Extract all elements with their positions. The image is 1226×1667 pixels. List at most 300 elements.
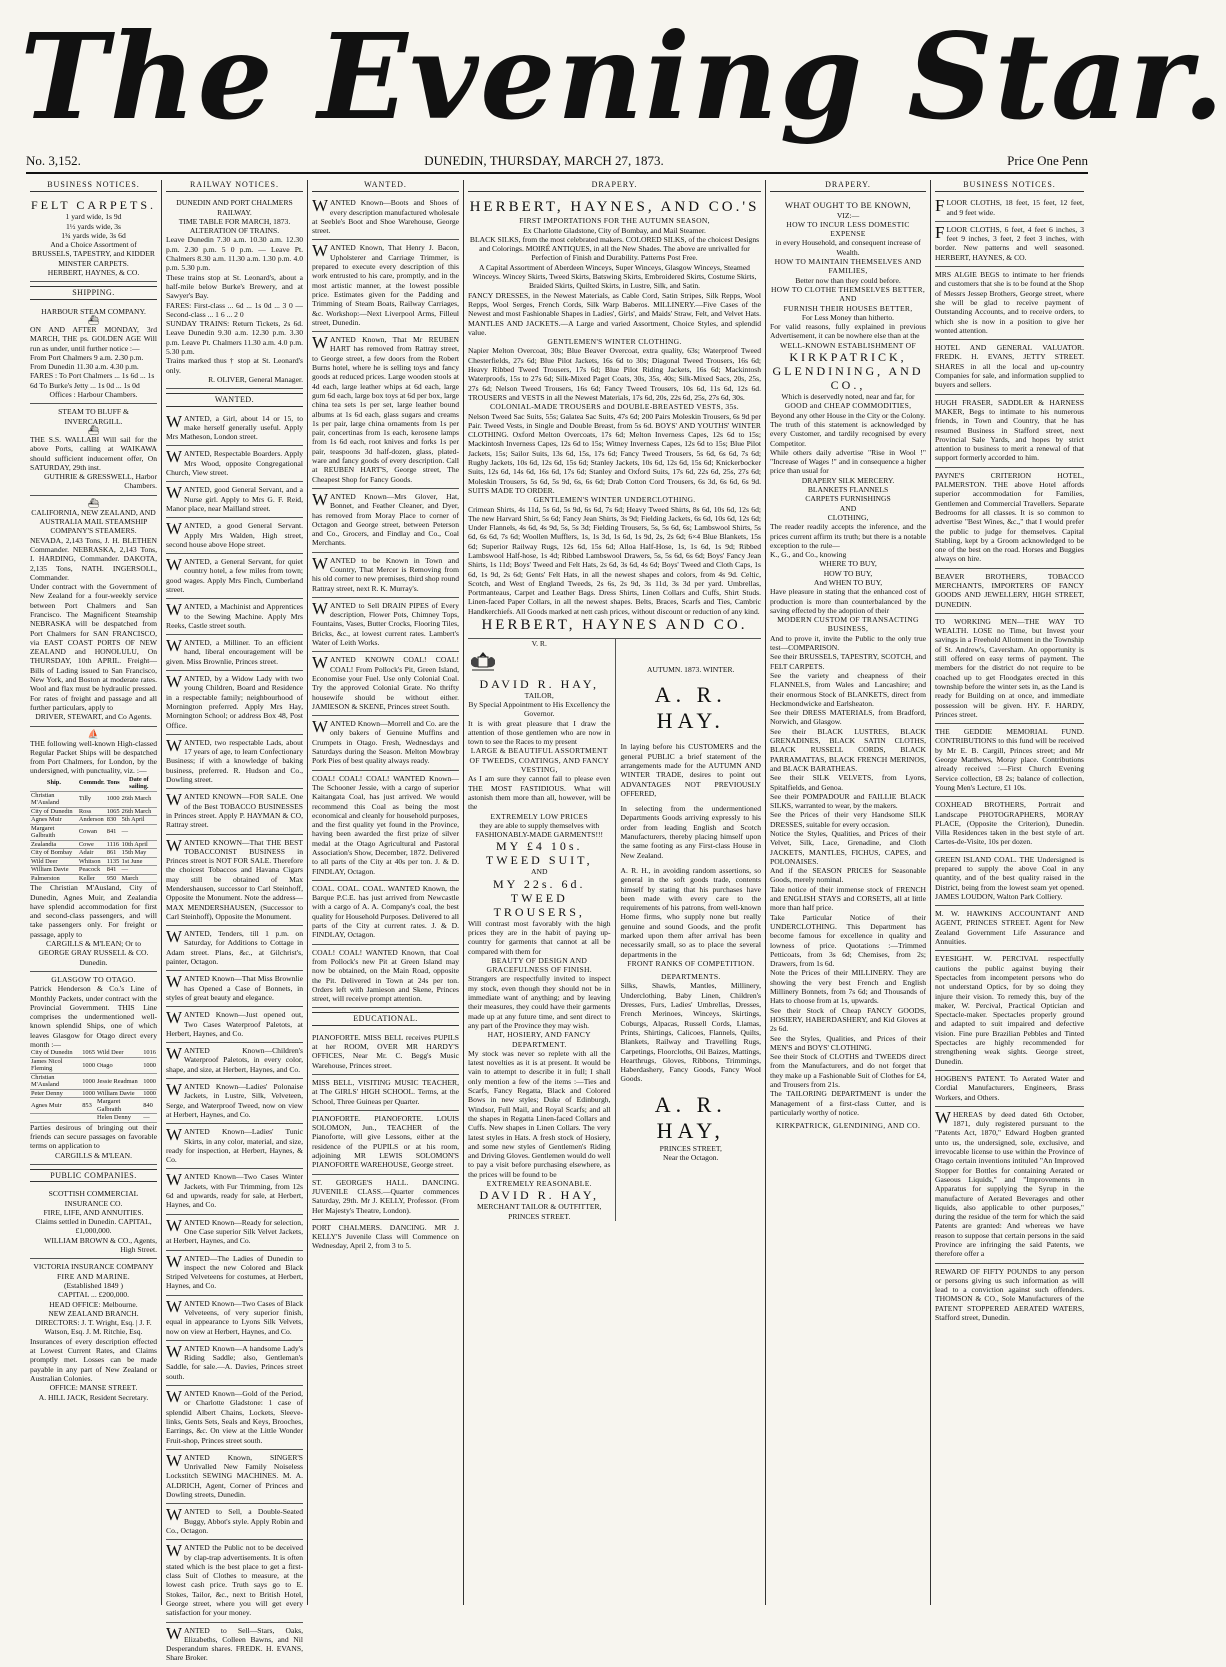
ad-line: Trains marked thus † stop at St. Leonard's only. <box>166 356 303 375</box>
ad-subheading: COLONIAL-MADE TROUSERS and DOUBLE-BREASTED VESTS, 35s. <box>489 402 739 412</box>
ad-body: A. R. H., in avoiding random assertions, so general in the soft goods trade, contents himself by stating that his purchases have been made with every care to the requirements of his patrons, from well-known Home firms, who supply none but really genuine and sound Goods, and the profit marked upon them after arrival has been necessarily small, so as to place the several departments in the <box>620 865 761 959</box>
cell: Wild Deer <box>30 857 78 866</box>
ad-wanted: WANTED, Tenders, till 1 p.m. on Saturday, for Additions to Cottage in Adam street. Plans, &c., at Gilchrist's, painter, Octagon. <box>166 926 303 971</box>
ad-line: Napier Melton Overcoat, 30s; Blue Beaver Overcoat, extra quality, 63s; Waterproof Tweed Chesterfields, 27s 6d; Blue Pilot Jackets, 16s 6d to 30s; Diagonal Tweed Trousers, 16s 6d; Heavy Ribbed Tweed Trousers, 17s 6d; Blue Pilot Riding Jackets, 16s 6d; Mackintosh Waterproofs, 15s to 27s 6d; Silk-Mixed Paget Coats, 30s, 35s, 40s; Silk-Mixed Sacs, 20s, 25s, 27s 6d; Nelson Tweed Trousers, 16s 6d; Fancy Tweed Trousers, 10s 6d, 11s 6d, 12s 6d. TROUSERS and VESTS in all the Newest Materials, 17s 6d, 20s, 22s 6d, 25s, 27s 6d, 30s. <box>468 346 761 402</box>
ad-signature: KIRKPATRICK, GLENDINING, AND CO. <box>775 1121 921 1131</box>
ad-wanted: WANTED Known, SINGER'S Unrivalled New Family Noiseless Lockstitch SEWING MACHINES. M. A. ALDRICH, Agent, Corner of Princes and Dowling streets, Dunedin. <box>166 1450 303 1504</box>
cell: Adair <box>78 849 106 858</box>
ad-line: (Established 1849 ) <box>63 1280 124 1290</box>
table-header: Date of sailing. <box>121 776 157 792</box>
royal-cipher: V. R. <box>531 639 547 649</box>
ad-line: FARES : To Port Chalmers ... 1s 6d ... 1s 6d To Burke's Jetty ... 1s 0d ... 1s 0d <box>30 371 155 390</box>
ad-steam-bluff <box>30 404 157 495</box>
cell: — <box>121 824 157 840</box>
cell: William Davie <box>96 1089 142 1098</box>
ad-line: HOW TO MAINTAIN THEMSELVES AND FAMILIES, <box>774 257 922 276</box>
ad-item: See their DRESS MATERIALS, from Bradford, Norwich, and Glasgow. <box>770 708 926 727</box>
ad-title: SCOTTISH COMMERCIAL INSURANCE CO. <box>48 1189 139 1208</box>
ad-item: And if the SEASON PRICES for Seasonable Goods, merely nominal. <box>770 866 926 885</box>
ad-body: The Christian M'Ausland, City of Dunedin, Agnes Muir, and Zealandia have splendid accommodation for first and second-class passengers, and will take passengers only. For freight or passage, apply to <box>30 883 157 939</box>
cell: 841 <box>106 824 121 840</box>
cell: — <box>121 866 157 875</box>
ad-wanted: WANTED the Public not to be deceived by clap-trap advertisements. It is often stated which is the best place to get a first-class Suit of Clothes to measure, at the lowest cash price. Truth says go to E. Stokes, Tailor, &c., next to British Hotel, George street, where you will get every satisfaction for your money. <box>166 1540 303 1622</box>
cell: Tilly <box>78 791 106 807</box>
ad-notice: FLOOR CLOTHS, 6 feet, 4 feet 6 inches, 3 feet 9 inches, 3 feet, 2 feet 3 inches, with border. New patterns and well seasoned. HERBERT, HAYNES, & CO. <box>935 222 1084 267</box>
cell: Palmerston <box>30 874 78 883</box>
hay-ads-row <box>468 639 761 1221</box>
ad-signature: GUTHRIE & GRESSWELL, Harbor Chambers. <box>43 472 157 491</box>
ad-notice: GREEN ISLAND COAL. THE Undersigned is prepared to supply the above Coal in any quantity, and of the best quality raised in the District, being from the lowest seam yet opened. JAMES LOUDON, Walton Park Colliery. <box>935 852 1084 906</box>
ad-line: HOW TO BUY, <box>823 568 873 578</box>
ad-body: The reader readily accepts the inference, and the prices current affirm its truth; but there is a notable exception to the rule— <box>770 522 926 550</box>
cell: Cowe <box>78 840 106 849</box>
ad-line: Near the Octagon. <box>663 1153 719 1163</box>
ad-wanted: WANTED Known—Two Cases of Black Velveteens, of very superior finish, equal in appearance to Lyons Silk Velvets, now on view at Herbert, Haynes, and Co. <box>166 1296 303 1341</box>
ad-wanted: WANTED KNOWN—FOR SALE. One of the Best TOBACCO BUSINESSES in Princes street. Apply P. HAYMAN & CO, Rattray street. <box>166 789 303 834</box>
ad-notice: FLOOR CLOTHS, 18 feet, 15 feet, 12 feet, and 9 feet wide. <box>935 195 1084 222</box>
ad-body: ON AND AFTER MONDAY, 3rd MARCH, THE ps. GOLDEN AGE Will run as under, until further notice :— <box>30 324 157 353</box>
ad-notice: HOGBEN'S PATENT. To Aerated Water and Cordial Manufacturers, Engineers, Brass Workers, and Others. <box>935 1071 1084 1107</box>
cell: James Nicol Fleming <box>30 1057 81 1073</box>
table-row <box>30 807 157 816</box>
column-drapery-hh <box>464 180 766 1605</box>
ad-firm-name: KIRKPATRICK, GLENDINING, AND CO., <box>772 350 924 393</box>
ad-notice: BEAVER BROTHERS, TOBACCO MERCHANTS, IMPORTERS OF FANCY GOODS AND JEWELLERY, HIGH STREET, DUNEDIN. <box>935 569 1084 614</box>
ad-line: Better now than they could before. <box>795 275 901 285</box>
section-heading: SHIPPING. <box>30 286 157 299</box>
table-row <box>30 866 157 875</box>
cell: Peacock <box>78 866 106 875</box>
ad-wanted: WANTED, Respectable Boarders. Apply Mrs Wood, opposite Congregational Church, View street. <box>166 446 303 482</box>
ad-item: See their SILK VELVETS, from Lyons, Spitalfields, and Genoa. <box>770 773 926 792</box>
ad-item: Notice the Styles, Qualities, and Prices of their Velvet, Silk, Lace, Grenadine, and Cloth JACKETS, MANTLES, FICHUS, CAPES, and POLONAISES. <box>770 829 926 866</box>
ad-body: For valid reasons, fully explained in previous Advertisement, it can be nowhere else than at the <box>770 322 926 341</box>
ad-scottish-insurance <box>30 1186 157 1259</box>
ad-wanted: WANTED, a Machinist and Apprentices to the Sewing Machine. Apply Mrs Reeks, Castle street south. <box>166 599 303 635</box>
price: Price One Penn <box>1007 153 1088 168</box>
ship-icon: ⛴ <box>87 497 100 508</box>
ad-body: THE following well-known High-classed Regular Packet Ships will be despatched from Port Chalmers, for London, by the undersigned, with punctuality, viz. :— <box>30 738 157 776</box>
ad-wanted: WANTED Known—Boots and Shoes of every description manufactured wholesale at Seeble's Boot and Shoe Warehouse, George street. <box>312 195 459 240</box>
ad-line: HOW TO CLOTHE THEMSELVES BETTER, AND <box>770 284 926 304</box>
ad-subheading: GOOD and CHEAP COMMODITIES, <box>784 401 912 411</box>
ad-signature: HERBERT, HAYNES AND CO. <box>481 617 748 634</box>
ad-body: Claims settled in Dunedin. CAPITAL, £1,000,000. <box>35 1217 152 1236</box>
ad-wanted: WANTED, a General Servant, for quiet country hotel, a few miles from town; good wages. Apply Mrs Finch, Cumberland street. <box>166 554 303 599</box>
ad-line: TIME TABLE FOR MARCH, 1873. <box>178 216 291 226</box>
cell: Christian M'Ausland <box>30 791 78 807</box>
ad-wanted: WANTED Known, That Henry J. Bacon, Upholsterer and Carriage Trimmer, is prepared to execute every description of this work entrusted to his care, promptly, and in the most artistic manner, at the lowest possible price. Estimates given for the Padding and Trimming of Steam Boats, Railway Carriages, &c. Workshop:—Next Liverpool Arms, Filleul street, Dunedin. <box>312 240 459 332</box>
cell: Whitson <box>78 857 106 866</box>
ad-line: BRUSSELS, TAPESTRY, and KIDDER <box>32 249 155 259</box>
ad-wanted: WANTED Known—Just opened out, Two Cases Waterproof Paletots, at Herbert, Haynes, and Co. <box>166 1007 303 1043</box>
ad-packet-ships <box>30 727 157 972</box>
ad-line: PRINCES STREET, <box>659 1143 722 1153</box>
cell: 1000 <box>106 791 121 807</box>
ship-table <box>30 1049 157 1123</box>
ad-line: NEW ZEALAND BRANCH. <box>48 1308 139 1318</box>
cell: Helen Denny <box>96 1114 142 1123</box>
ad-body: THE S.S. WALLABI Will sail for the above Ports, calling at WAIKAWA should sufficient inducement offer, On SATURDAY, 29th inst. <box>30 434 157 472</box>
cell: 1065 <box>82 1049 96 1057</box>
cell: 853 <box>81 1098 96 1114</box>
ad-notice: EYESIGHT. W. PERCIVAL respectfully cautions the public against buying their Spectacles from incompetent persons who do not understand Optics, for by so doing they injure their vision. To remedy this, buy of the maker, W. Percival, Practical Optician and Spectacle-maker. Spectacles properly ground and adapted to suit impaired and defective vision. Fine pure Brazilian Pebbles and Tinted Spectacles are highly recommended for strengthening weak sights. George street, Dunedin. <box>935 951 1084 1071</box>
ad-wanted: COAL! COAL! COAL! WANTED Known—The Schooner Jessie, with a cargo of superior Kaitangata Coal, has just arrived. We would recommend this Coal as being the most economical and cleanly for household purposes, and the first quality yet found in the Province, having been awarded the first prize of silver medal at the Otago Agricultural and Pastoral Association's Show, December, 1872. Delivered to all parts of the City at 40s per ton. J. & D. FINDLAY, Octagon. <box>312 771 459 881</box>
cell: Anderson <box>78 816 104 824</box>
ad-line: AND <box>531 867 548 877</box>
ad-notice: MRS ALGIE BEGS to intimate to her friends and customers that she is to be found at the Shop of Messrs Jessep Brothers, George street, where she will be glad to receive payment of Outstanding Accounts, and to receive orders, to which she is now in a position to give her wonted attention. <box>935 267 1084 340</box>
cell: Otago <box>96 1057 142 1073</box>
issue-number: No. 3,152. <box>26 153 81 168</box>
cell: Wild Deer <box>96 1049 142 1057</box>
ad-wanted: WANTED to Sell DRAIN PIPES of Every description, Flower Pots, Chimney Tops, Fountains, Vases, Butter Crocks, Flooring Tiles, Bricks, &c., at lowest current rates. Lambert's Water of Leith Works. <box>312 598 459 652</box>
ad-notice: HUGH FRASER, SADDLER & HARNESS MAKER, Begs to intimate to his numerous friends, in Town and Country, that he has resumed Business in Stafford street, next Provincial Sale Yards, and hopes by strict attention to business to merit a renewal of that support formerly accorded to him. <box>935 395 1084 468</box>
ad-body: Insurances of every description effected at Lowest Current Rates, and Claims promptly met. Losses can be made payable in any part of New Zealand or Australian Colonies. <box>30 1336 157 1383</box>
cell: City of Dunedin <box>30 1049 81 1057</box>
ad-line: Ex Charlotte Gladstone, City of Bombay, and Mail Steamer. <box>523 225 706 235</box>
ad-signature: A. R. HAY, <box>654 1091 727 1143</box>
table-row <box>30 840 157 849</box>
cell: Agnes Muir <box>30 1098 81 1114</box>
cell: 1065 <box>106 807 120 815</box>
cell: Agnes Muir <box>30 816 78 825</box>
ad-line: Leave Dunedin 7.30 a.m. 10.30 a.m. 12.30 p.m. 2.30 p.m. 5 0 p.m. — Leave Pt. Chalmers 8.30 a.m. 11.30 a.m. 1.30 p.m. 4.0 p.m. 5.30 p.m. <box>166 235 303 273</box>
column-business-shipping <box>26 180 162 1605</box>
ad-line: A Capital Assortment of Aberdeen Winceys, Super Winceys, Glasgow Winceys, Steamed Winceys. Wincey Skirts, Tweed Skirts, Batswing Skirts, Embroidered Skirts, Costume Skirts, Braided Skirts, Quilted Skirts, in Lustre, Silk, and Satin. <box>472 262 757 291</box>
table-row <box>30 1089 157 1098</box>
ad-body: My stock was never so replete with all the latest novelties as it is at present. It would be vain to attempt to describe it in full; I shall only mention a few of the items :—Ties and Scarfs, Fancy Regatta, Black and Colored Bows in new styles; Duke of Edinburgh, Windsor, Full Mail, and Royal Scarfs; and all the shapes in Regatta Linen-faced Collars and Cuffs. New shapes in Linen Collars. The very latest styles in Hats. A fresh stock of Hosiery, and some new styles of Gentlemen's Riding and Driving Gloves. Gentlemen would do well to pay a visit before purchasing elsewhere, as the prices will be found to be <box>468 1048 611 1179</box>
ad-wanted: WANTED, two respectable Lads, about 17 years of age, to learn Confectionary Business; if with a knowledge of baking business, preferred. R. Hudson and Co., Dowling street. <box>166 735 303 789</box>
ad-wanted: WANTED Known—Ready for selection, One Case superior Silk Velvet Jackets, at Herbert, Haynes, and Co. <box>166 1215 303 1251</box>
ad-price: MY £4 10s. TWEED SUIT, <box>485 839 593 868</box>
ad-wanted: WANTED Known—Mrs Glover, Hat, Bonnet, and Feather Cleaner, and Dyer, has removed from Moray Place to corner of Octagon and George street, between Peterson and Co., Grocers, and Findlay and Co., Coal Merchants. <box>312 489 459 553</box>
column-header: WANTED. <box>312 180 459 192</box>
ad-title: HARBOUR STEAM COMPANY. <box>41 306 146 316</box>
ad-subtitle: FIRST IMPORTATIONS FOR THE AUTUMN SEASON, <box>519 216 710 226</box>
ad-line: FARES: First-class ... 6d ... 1s 0d ... 3 0 — Second-class ... 1 6 ... 2 0 <box>166 300 303 319</box>
ad-wanted: COAL! COAL! WANTED Known, that Coal from Pollock's new Pit at Green Island may now be obtained, on the Main Road, opposite the Pit. Delivered in Town at 24s per ton. Orders left with Jamieson and Skene, Princes street, will receive prompt attention. <box>312 945 459 1009</box>
cell: 1000 <box>81 1057 96 1073</box>
ad-glasgow-otago <box>30 972 157 1165</box>
cell: 10th April <box>121 840 157 849</box>
table-row <box>30 1098 157 1114</box>
column-header: BUSINESS NOTICES. <box>30 180 157 192</box>
column-drapery-kg <box>766 180 931 1605</box>
cell: Ross <box>78 807 106 816</box>
ad-line: FURNISH THEIR HOUSES BETTER, <box>783 303 913 313</box>
ad-body: Which is deservedly noted, near and far, for <box>781 392 915 402</box>
ad-signature: DRIVER, STEWART, and Co Agents. <box>35 712 152 722</box>
ad-line: From Dunedin 11.30 a.m. 4.30 p.m. <box>30 362 139 372</box>
ad-signature: CARGILLS & M'LEAN; Or to GEORGE GRAY RUSSELL & CO. Dunedin. <box>38 939 149 967</box>
cell: 1135 <box>106 857 120 865</box>
ad-line: OFFICE: MANSE STREET. <box>49 1383 138 1393</box>
ad-body: Silks, Shawls, Mantles, Millinery, Underclothing, Baby Linen, Children's Dresses, Furs, Ladies' Umbrellas, Dresses, French Merinoes, Winceys, Skirtings, Coburgs, Alpacas, Russell Cords, Llamas, Prints, Shirtings, Calicoes, Flannels, Quilts, Blankets, Railway and Travelling Rugs, Carpetings, Floorcloths, Oil Baizes, Mattings, Hearthrugs, Gloves, Ribbons, Trimmings, Haberdashery, Fancy Goods, Fancy Wool Goods. <box>620 981 761 1084</box>
ad-wanted: COAL. COAL. COAL. WANTED Known, the Barque P.C.E. has just arrived from Newcastle with a cargo of A. A. Company's coal, the best quality for Household Purposes. Delivered to all parts of the City at current rates. J. & D. FINDLAY, Octagon. <box>312 881 459 945</box>
ad-line: MINSTER CARPETS. <box>58 258 129 268</box>
ad-line: 1¾ yards wide, 3s 6d <box>61 230 126 240</box>
ad-line: ALTERATION OF TRAINS. <box>189 226 280 236</box>
ad-harbour-steam <box>30 304 157 405</box>
ad-wanted: WANTED, by a Widow Lady with two young Children, Board and Residence in a respectable family; neighbourhood of Mornington preferred. Apply Mrs Hay, Mornington School; or address Box 48, Post Office. <box>166 671 303 735</box>
ad-title: DAVID R. HAY, <box>479 676 599 691</box>
column-wanted-educational <box>308 180 464 1605</box>
ad-line: TAILOR, <box>524 690 554 700</box>
ad-line: 1½ yards wide, 3s <box>65 221 122 231</box>
cell: 1000 <box>142 1057 157 1073</box>
ad-item: Note the Prices of their MILLINERY. They are showing the very best French and English Millinery Bonnets, from 7s 6d; and Thousands of Hats to choose from at 1s, upwards. <box>770 968 926 1006</box>
table-header: Commdr. <box>78 776 106 792</box>
ad-item: See their BRUSSELS, TAPESTRY, SCOTCH, and FELT CARPETS. <box>770 652 926 671</box>
ad-item: See their BLACK LUSTRES, BLACK GRENADINES, BLACK SATIN CLOTHS, BLACK RUSSELL CORDS, BLACK PARRAMATTAS, BLACK FRENCH MERINOS, and BLACK BARATHEAS. <box>770 726 926 773</box>
ship-icon: ⛴ <box>87 424 100 435</box>
ad-body: The TAILORING DEPARTMENT is under the Management of a first-class Cutter, and is particularly worthy of notice. <box>770 1089 926 1117</box>
ad-california-mail <box>30 496 157 727</box>
section-heading: PUBLIC COMPANIES. <box>30 1169 157 1182</box>
ad-line: WHERE TO BUY, <box>819 559 877 569</box>
ad-subheading: MODERN CUSTOM OF TRANSACTING BUSINESS, <box>777 615 919 634</box>
ad-david-hay <box>468 639 616 1221</box>
cell: 26th March <box>121 791 157 807</box>
ad-line: These trains stop at St. Leonard's, about a half-mile below Burke's Brewery, and at Sawyer's Bay. <box>166 272 303 301</box>
cell: 1116 <box>106 840 120 848</box>
ad-wanted: WANTED Known—Morrell and Co. are the only bakers of Genuine Muffins and Crumpets in Otago. Fresh, Wednesdays and Saturdays during the Season. Melton Mowbray Pork Pies of best quality always ready. <box>312 716 459 770</box>
ad-title: STEAM TO BLUFF & INVERCARGILL. <box>58 407 129 426</box>
ad-line: From Port Chalmers 9 a.m. 2.30 p.m. <box>30 352 144 362</box>
royal-crest-icon <box>468 650 498 672</box>
cell: — <box>142 1114 157 1123</box>
ad-line: CAPITAL ... £200,000. <box>57 1290 130 1300</box>
cell: City of Dunedin <box>30 807 78 816</box>
column-business-notices <box>931 180 1088 1605</box>
ad-wanted: WANTED, a Girl, about 14 or 15, to make herself generally useful. Apply Mrs Matheson, London street. <box>166 411 303 447</box>
sailing-table <box>30 776 157 884</box>
ad-ar-hay <box>616 639 762 1221</box>
table-header: Ship. <box>30 776 78 792</box>
ad-wanted: WANTED to Sell, a Double-Seated Buggy, Abbot's style. Apply Robin and Co., Octagon. <box>166 1504 303 1540</box>
cell <box>81 1114 96 1123</box>
ad-notice: THE GEDDIE MEMORIAL FUND. CONTRIBUTIONS to this fund will be received by Mr E. B. Cargill, Princes street; and Mr George Matthews, Moray place. Contributions already received :—First Church Evening Service collection, £8 2s; balance of collection, Young Men's Lecture, £1 10s. <box>935 724 1084 797</box>
ad-body: Patrick Henderson & Co.'s Line of Monthly Packets, under contract with the Provincial Government. THIS Line comprises the undermentioned well-known splendid Ships, one of which leaves Glasgow for Otago direct every month :— <box>30 984 157 1049</box>
ad-signature: WILLIAM BROWN & CO., Agents, High Street. <box>44 1235 157 1255</box>
ad-title: WHAT OUGHT TO BE KNOWN, <box>785 200 911 211</box>
ad-item: See the Prices of their very Handsome SILK DRESSES, suitable for every occasion. <box>770 810 926 829</box>
ad-title: A. R. HAY. <box>654 682 727 734</box>
ad-educational: PIANOFORTE. PIANOFORTE. LOUIS SOLOMON, Jun., TEACHER of the Pianoforte, will give Lessons, either at the residence of the PUPILS or at his room, adjoining MR LEWIS SOLOMON'S PIANOFORTE WAREHOUSE, George street. <box>312 1111 459 1175</box>
ad-educational: PORT CHALMERS. DANCING. MR J. KELLY'S Juvenile Class will Commence on Wednesday, April 2, from 3 to 5. <box>312 1222 459 1251</box>
ad-subheading: EXTREMELY REASONABLE. <box>486 1179 592 1189</box>
cell: 950 <box>106 874 121 883</box>
ad-line: And a Choice Assortment of <box>50 240 137 250</box>
table-header: Tons <box>106 776 121 792</box>
table-row <box>30 1114 157 1123</box>
cell: 1000 <box>82 1089 96 1097</box>
ad-wanted: WANTED KNOWN—That THE BEST TOBACCONIST BUSINESS in Princes street is NOT FOR SALE. Therefore the choicest Tobaccos and Havana Cigars may still be obtained of Max Mendershausen, successor to Carl Steinhoff, Opposite the Monument. Note the address— MAX MENDERSHAUSEN, (Successor to Carl Steinhoff), Opposite the Monument. <box>166 835 303 927</box>
ad-line: Nelson Tweed Sac Suits, 55s; Galatea Sac Suits, 47s 6d; 200 Pairs Moleskin Trousers, 6s 9d per Pair. Tweed Vests, in Single and Double Breast, from 5s 6d. BOYS' AND YOUTHS' WINTER CLOTHING. Oxford Melton Overcoats, 17s 6d; Melton Inverness Capes, 12s 6d to 15s; Mackintosh Inverness Capes, 12s 6d to 15s; Witney Inverness Capes, 12s 6d to 15s; Blue Pilot Jackets, 15s; Sailor Suits, 13s 6d, 15s, 17s 6d; Fancy Tweed Trousers, 5s 6d, 6s 6d, 7s 6d; Rugby Jackets, 10s 6d, 12s 6d, 15s 6d; Stanley Jackets, 10s 6d, 12s 6d, 15s 6d; Knickerbocker Suits, 12s 6d, 14s 6d, 16s 6d, 17s 6d; Stanley and Oxford Suits, 17s 6d, 22s 6d, 25s, 27s 6d; Moleskin Trousers, 5s 6d, 5s 9d, 6s, 6s 6d; Drab Cotton Cord Trousers, 6s 3d, 6s 6d, 6s 9d. SUITS MADE TO ORDER. <box>468 411 761 495</box>
ad-title: CALIFORNIA, NEW ZEALAND, AND AUSTRALIA MAIL STEAMSHIP COMPANY'S STEAMERS. <box>31 507 156 536</box>
issue-line <box>26 150 1088 174</box>
ad-subtitle: FIRE AND MARINE. <box>57 1271 130 1281</box>
ad-title: FELT CARPETS. <box>30 198 157 213</box>
cell: 1st June <box>121 857 157 866</box>
ad-subheading: EXTREMELY LOW PRICES <box>490 811 589 821</box>
ad-subtitle: FIRE, LIFE, AND ANNUITIES. <box>43 1207 144 1217</box>
column-header: BUSINESS NOTICES. <box>935 180 1084 192</box>
ad-wanted: WANTED Known—Gold of the Period, or Charlotte Gladstone: 1 case of splendid Albert Chains, Lockets, Sleeve-links, Gents Sets, Seals and Keys, Brooches, Earrings, &c. On view at the Little Wonder Fruit-shop, Princes street south. <box>166 1386 303 1450</box>
ad-wanted: WANTED, good General Servant, and a Nurse girl. Apply to Mrs G. F. Reid, Manor place, near Mailland street. <box>166 482 303 518</box>
cell: March <box>121 874 157 883</box>
ad-line: BLANKETS FLANNELS <box>807 485 889 495</box>
ad-line: CLOTHING, <box>827 512 869 522</box>
table-row <box>30 816 157 825</box>
cell: 840 <box>142 1098 157 1114</box>
ad-line: AUTUMN. 1873. WINTER. <box>647 665 735 675</box>
ad-signature: CARGILLS & M'LEAN. <box>54 1150 133 1160</box>
ad-line: CARPETS FURNISHINGS <box>805 494 891 504</box>
ship-icon: ⛴ <box>87 314 100 325</box>
table-row <box>30 1049 157 1057</box>
ad-wanted: WANTED to Sell—Stars, Oaks, Elizabeths, Colleen Bawns, and Nil Desperandum shares. FREDK. H. EVANS, Share Broker. <box>166 1623 303 1663</box>
ad-subheading: WELL-KNOWN ESTABLISHMENT OF <box>779 340 916 350</box>
ad-notice: HOTEL AND GENERAL VALUATOR. FREDK. H. EVANS, JETTY STREET. SHARES in all the local and up-country Companies for sale, and information supplied to buyers and sellers. <box>935 340 1084 394</box>
cell: 5th April <box>121 816 157 825</box>
cell: Keller <box>78 874 106 883</box>
ad-line: 1 yard wide, 1s 9d <box>65 212 122 222</box>
cell: Peter Denny <box>30 1089 81 1098</box>
ad-wanted: WANTED KNOWN COAL! COAL! COAL! From Pollock's Pit, Green Island, Economise your Fuel. Use only Colonial Coal. Try the approved Colonial Grate. No thrifty housewife should be without either. JAMIESON & SKENE, Princes street South. <box>312 652 459 716</box>
ad-item: See the Styles, Qualities, and Prices of their MEN'S and BOYS' CLOTHING. <box>770 1033 926 1052</box>
column-railway-wanted <box>162 180 308 1663</box>
table-row <box>30 857 157 866</box>
ad-ships: NEVADA, 2,143 Tons, J. H. BLETHEN Commander. NEBRASKA, 2,143 Tons, I. HARDING, Commander. DAKOTA, 2,135 Tons, NATH. INGERSOLL, Commander. <box>30 535 157 582</box>
ad-line: K., G., and Co., knowing <box>770 550 847 560</box>
ad-line: For Less Money than hitherto. <box>801 312 895 322</box>
cell: 26th March <box>121 807 157 816</box>
ad-item: See their POMPADOUR and FAILLIE BLACK SILKS, warranted to wear, by the makers. <box>770 791 926 811</box>
table-row <box>30 1073 157 1089</box>
cell: 830 <box>106 816 121 825</box>
cell: Jessie Readman <box>96 1073 142 1089</box>
section-heading: WANTED. <box>166 393 303 406</box>
ad-body: As I am sure they cannot fail to please even THE MOST FASTIDIOUS. What will astonish them more than all, however, will be the <box>468 774 611 812</box>
ad-victoria-insurance <box>30 1259 157 1405</box>
ad-notice: WHEREAS by deed dated 6th October, 1871, duly registered pursuant to the "Patents Act, 1870," Edward Hogben granted unto us, the undersigned, sole, exclusive, and irrevocable license to use within the Province of Otago certain inventions intituled "An Improved Stopper for Bottles for containing Aerated or Gaseous Liquids," and "Improvements in Apparatus for supplying the Syrup in the manufacture of Aerated Beverages and other liquids, also applicable to other purposes," during the residue of the term for which the said Patents are granted: And whereas we have reason to suppose that certain persons in the said Province are infringing the said Patents, we therefore offer a <box>935 1107 1084 1264</box>
cell: William Davie <box>30 866 78 875</box>
ad-line: FANCY DRESSES, in the Newest Materials, as Cable Cord, Satin Stripes, Silk Repps, Wool Repps, Wool Serges, French Cords, Silk Warp Baberos. MILLINERY.—Five Cases of the Newest and most Fashionable Shapes in Ladies', Girls', and Maids' Straw, Felt, and Velvet Hats. MANTLES AND JACKETS.—A Large and varied Assortment, Choice Styles, and splendid value. <box>468 290 761 337</box>
ad-felt-carpets <box>30 195 157 282</box>
ad-body: In laying before his CUSTOMERS and the general PUBLIC a brief statement of the arrangements made for the AUTUMN AND WINTER TRADE, desires to point out ADVANTAGES NOT PREVIOUSLY OFFERED, <box>620 742 761 798</box>
ad-body: Beyond any other House in the City or the Colony. <box>770 410 926 420</box>
table-row <box>30 1057 157 1073</box>
column-header: DRAPERY. <box>770 180 926 192</box>
cell: Zealandia <box>30 840 78 849</box>
ad-signature: HERBERT, HAYNES, & CO. <box>47 268 140 278</box>
dateline: DUNEDIN, THURSDAY, MARCH 27, 1873. <box>424 153 664 168</box>
ad-wanted: WANTED Known—A handsome Lady's Riding Saddle; also, Gentleman's Saddle, for sale.—A. Davies, Princes street south. <box>166 1341 303 1386</box>
ad-subheading: FRONT RANKS OF COMPETITION. <box>627 958 755 968</box>
ad-line: By Special Appointment to His Excellency the Governor. <box>468 699 611 719</box>
ad-notice: REWARD OF FIFTY POUNDS to any person or persons giving us such information as will lead to a conviction against such offenders. THOMSON & CO., Sole Manufacturers of the PATENT STOPPERED AERATED WATERS, Stafford street, Dunedin. <box>935 1266 1084 1323</box>
ad-item: See the variety and cheapness of their FLANNELS, from Wales and Lancashire; and their enormous Stock of BLANKETS, direct from Heckmondwicke and Earlsheaton. <box>770 670 926 708</box>
cell: Margaret Galbraith <box>96 1098 142 1114</box>
ad-line: HEAD OFFICE: Melbourne. <box>49 1299 138 1309</box>
ad-body: Under contract with the Government of New Zealand for a four-weekly service between Port Chalmers and San Francisco. The Magnificent Steamship NEBRASKA will be despatched from Port Chalmers for SAN FRANCISCO, via EAST COAST PORTS OF NEW ZEALAND and HONOLULU, On THURSDAY, 10th APRIL. Freight—Bills of Lading issued to San Francisco, New York, and Boston at moderate rates. Wool and flax must be hydraulic pressed. For rates of freight and passage and all further particulars, apply to <box>30 582 157 712</box>
ad-line: SUNDAY TRAINS: Return Tickets, 2s 6d. Leave Dunedin 9.30 a.m. 12.30 p.m. 3.30 p.m. Leave Pt. Chalmers 11.30 a.m. 4.0 p.m. 5.30 p.m. <box>166 319 303 357</box>
ad-line: HOW TO INCUR LESS DOMESTIC EXPENSE <box>786 219 910 239</box>
ad-subheading: BEAUTY OF DESIGN AND GRACEFULNESS OF FINISH. <box>486 955 592 975</box>
ad-line: MERCHANT TAILOR & OUTFITTER, PRINCES STREET. <box>477 1202 602 1221</box>
ad-subheading: GENTLEMEN'S WINTER UNDERCLOTHING. <box>533 495 696 505</box>
ad-notice: PAYNE'S CRITERION HOTEL, PALMERSTON. THE above Hotel affords superior accommodation for Families, Gentlemen and Commercial Travellers. Separate Bedrooms for all classes. It is so common to advertise "Best Wines, &c.," that I would prefer the public to judge for themselves. Capital Stabling, kept by a Groom acknowledged to be one of the best on the road. Horses and Buggies always on hire. <box>935 468 1084 569</box>
ad-wanted: WANTED, a good General Servant. Apply Mrs Walden, High street, second house above Hope street. <box>166 518 303 554</box>
ad-signature: A. HILL JACK, Resident Secretary. <box>38 1392 149 1402</box>
ad-body: Strangers are respectfully invited to inspect my stock, even though they should not be in immediate want of anything; and by leaving their measures, they could have their garments made up at any future time, and sent direct to any part of the Province they may wish. <box>468 974 611 1030</box>
cell <box>30 1114 81 1123</box>
cell: 1000 <box>143 1089 156 1097</box>
cell: 861 <box>106 849 121 858</box>
ad-title: HERBERT, HAYNES, AND CO.'S <box>469 199 760 216</box>
ad-wanted: WANTED Known—Children's Waterproof Paletots, in every color, shape, and size, at Herbert, Haynes, and Co. <box>166 1043 303 1079</box>
cell: Margaret Galbraith <box>30 824 78 840</box>
cell: 15th May <box>121 849 157 858</box>
section-heading: EDUCATIONAL. <box>312 1012 459 1025</box>
ad-wanted: WANTED, a Milliner. To an efficient hand, liberal encouragement will be given. Miss Brownlie, Princes street. <box>166 635 303 671</box>
ad-title: VICTORIA INSURANCE COMPANY <box>33 1262 154 1272</box>
ad-line: BLACK SILKS, from the most celebrated makers. COLORED SILKS, of the choicest Designs and Colorings. MOIRÉ ANTIQUES, in all the New Shades. The above are unrivalled for Perfection of Finish and Durability. Patterns Post Free. <box>469 234 760 263</box>
table-row <box>30 791 157 807</box>
ad-subheading: GENTLEMEN'S WINTER CLOTHING. <box>547 337 682 347</box>
column-header: DRAPERY. <box>468 180 761 192</box>
ad-body: Parties desirous of bringing out their friends can secure passages on favorable terms on application to <box>30 1122 157 1151</box>
ad-notice: M. W. HAWKINS ACCOUNTANT AND AGENT, PRINCES STREET. Agent for New Zealand Government Life Assurance and Annuities. <box>935 906 1084 951</box>
ad-price: MY 22s. 6d. TWEED TROUSERS, <box>492 876 586 919</box>
ad-line: Crimean Shirts, 4s 11d, 5s 6d, 5s 9d, 6s 6d, 7s 6d; Heavy Tweed Shirts, 8s 6d, 10s 6d, 12s 6d; The new Harvard Shirt, 5s 6d; Fancy Jean Shirts, 3s 9d; Fielding Jackets, 6s 6d, 10s 6d, 12s 6d; Under Flannels, 4s 6d, 4s 9d, 5s, 5s 3d; Fielding Trousers, 5s, 5s 6d, 6s; Lambswool Shirts, 5s 6d, 6s 6d, 7s 6d; Woollen Mufflers, 1s, 1s 3d, 1s 6d, 1s 9d, 2s, 2s 6d; 6×4 Blue Blankets, 15s 6d; Superior Railway Rugs, 12s 6d, 15s 6d; Alloa Half-Hose, 1s, 1s 6d, 1s 9d; Ribbed Lambswool Half-hose, 1s 4d; Ribbed Lambswool Drawers, 5s, 5s 6d, 6s 6d; Boys' Fancy Jean Shirts, 1s 11d; Boys' Tweed and Felt Hats, 2s 6d, 3s 6d, 4s 6d; Boys' Tweed and Cloth Caps, 1s 6d, 1s 9d, 2s 6d; Gents' Felt Hats, in all the newest shapes and colors, from 4s 9d. Celtic, Scotch, and West of England Tweeds, 2s 6s, 2s 9d, 3s 11d, 3s 3d per yard. Umbrellas, Portmanteaus, Carpet and Leather Bags. Dress Shirts, Linen Collars and Cuffs, Shirt Studs. Linen-faced Paper Collars, in all the newest shapes. Belts, Braces, Scarfs and Ties, Cambric Handkerchiefs. All Goods marked at nett cash prices, without discount or reduction of any kind. <box>468 504 761 616</box>
ad-body: they are able to supply themselves with FASHIONABLY-MADE GARMENTS!!! <box>475 820 604 840</box>
ad-subheading: DEPARTMENTS. <box>660 972 721 982</box>
table-row <box>30 824 157 840</box>
cell: 1016 <box>143 1049 156 1057</box>
ad-wanted: WANTED Known—Ladies' Polonaise Jackets, in Lustre, Silk, Velveteen, Serge, and Waterproof Tweed, now on view at Herbert, Haynes, and Co. <box>166 1079 303 1124</box>
ad-railway-timetable <box>166 195 303 389</box>
ad-title: GLASGOW TO OTAGO. <box>51 974 136 984</box>
ad-item: See their Stock of Cheap FANCY GOODS, HOSIERY, HABERDASHERY, and Kid Gloves at 2s 6d. <box>770 1005 926 1034</box>
ad-notice: TO WORKING MEN—THE WAY TO WEALTH. LOSE no Time, but Invest your savings in a Freehold Allotment in the Township of St. Andrew's, Caversham. An opportunity is still offered on easy terms of payment. The members for the district do not require to be coached up to get Floodgates erected in this township before the winter sets in, as the Land is ready for Building on at once, and immediate possession will be given. HY. F. HARDY, Princes street. <box>935 614 1084 724</box>
ship-icon: ⛵ <box>87 728 100 739</box>
ad-line: DRAPERY SILK MERCERY. <box>801 475 895 485</box>
ad-wanted: WANTED Known—That Miss Brownlie has Opened a Case of Bonnets, in styles of great beauty and elegance. <box>166 971 303 1007</box>
cell: City of Bombay <box>30 849 78 858</box>
ad-title: DUNEDIN AND PORT CHALMERS RAILWAY. <box>176 198 293 217</box>
ad-educational: MISS BELL, VISITING MUSIC TEACHER, at The GIRLS' HIGH SCHOOL. Terms, at the School, Three Guineas per Quarter. <box>312 1075 459 1111</box>
ad-subheading: HAT, HOSIERY, AND FANCY DEPARTMENT. <box>487 1030 591 1049</box>
table-row <box>30 874 157 883</box>
cell: Christian M'Ausland <box>30 1073 81 1089</box>
ad-body: While others daily advertise "Rise in Wool !" "Increase of Wages !" and in consequence a higher price than usual for <box>770 447 926 476</box>
ad-body: It is with great pleasure that I draw the attention of those gentlemen who are now in town to see the Races to my present <box>468 718 611 747</box>
ad-line: VIZ:— <box>836 210 860 220</box>
ad-signature: DAVID R. HAY, <box>479 1188 599 1203</box>
ad-wanted: WANTED Known, That Mr REUBEN HART has removed from Rattray street, to George street, a few doors from the Robert Burns hotel, where he is selling toys and fancy goods at reduced prices. Large wooden stools at 4d each, large leather whips at 6d each, large gum 6d each, large box toys at 6d per box, large china tea sets 1s per set, large leather bound albums at 1s 6d each, glass sugars and creams 1s per pair, large china ornaments from 1s per pair, concertinas from 1s each, kerosene lamps from 1s 6d each, root knives and forks 1s per pair, teaspoons 3d half-dozen, glass, plated-ware and fancy goods of every description. Call at REUBEN HART'S, George street, The Cheapest Shop for Fancy Goods. <box>312 332 459 489</box>
table-row <box>30 849 157 858</box>
ad-wanted: WANTED—The Ladies of Dunedin to inspect the new Colored and Black Striped Velveteens for costumes, at Herbert, Haynes, and Co. <box>166 1251 303 1296</box>
masthead-title: The Evening Star. <box>20 7 1226 146</box>
cell: 1000 <box>142 1073 157 1089</box>
ad-wanted: WANTED Known—Two Cases Winter Jackets, with Fur Trimming, from 12s 6d and upwards, ready for sale, at Herbert, Haynes, and Co. <box>166 1169 303 1214</box>
column-header: RAILWAY NOTICES. <box>166 180 303 192</box>
ad-body: Have pleasure in stating that the enhanced cost of production is more than counterbalanced by the saving effected by the adoption of their <box>770 587 926 615</box>
ad-item: See their Stock of CLOTHS and TWEEDS direct from the Manufacturers, and do not forget that they make up a Fashionable Suit of Clothes for £4, and Trousers from 21s. <box>770 1052 926 1090</box>
cell: 841 <box>106 866 121 875</box>
